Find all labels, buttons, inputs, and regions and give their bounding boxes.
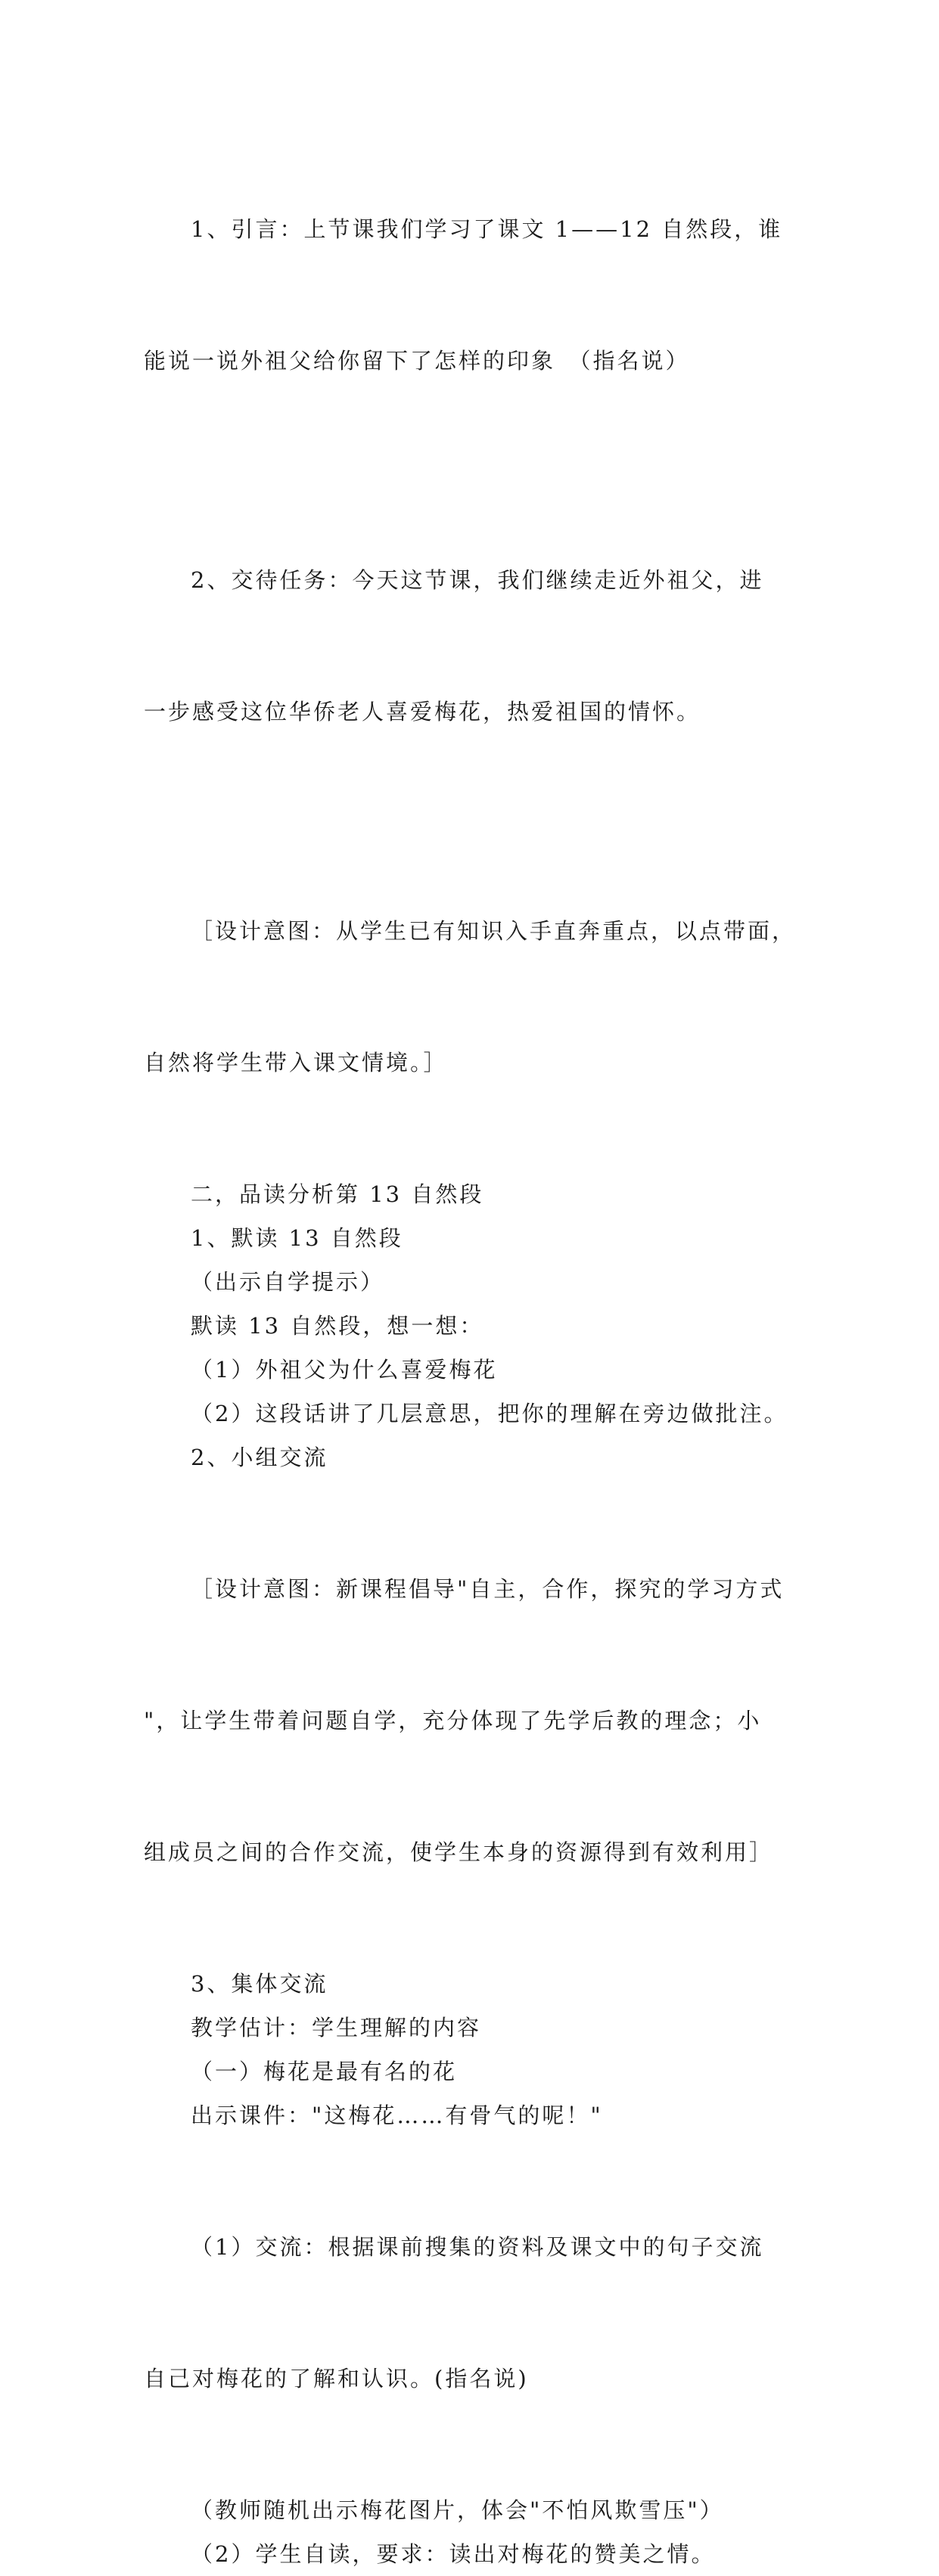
text-line: （出示自学提示） [191, 1269, 385, 1295]
step-heading: 3、集体交流 [191, 1971, 328, 1997]
text-line: 能说一说外祖父给你留下了怎样的印象 （指名说） [144, 348, 690, 374]
paragraph-task [144, 470, 810, 821]
paragraph-design-intent-2 [144, 1479, 810, 1962]
paragraph-intro [144, 119, 810, 470]
text-line: ［设计意图：从学生已有知识入手直奔重点，以点带面， [191, 918, 797, 944]
text-line: 2、交待任务：今天这节课，我们继续走近外祖父，进 [191, 567, 764, 593]
step-heading: 2、小组交流 [191, 1445, 328, 1470]
paragraph-exchange [144, 2137, 810, 2488]
text-line: 出示课件："这梅花……有骨气的呢！" [191, 2103, 603, 2128]
text-line: （1）交流：根据课前搜集的资料及课文中的句子交流 [191, 2234, 764, 2260]
text-line: （2）学生自读，要求：读出对梅花的赞美之情。 [191, 2541, 716, 2567]
section-heading: 二，品读分析第 13 自然段 [191, 1181, 484, 1207]
step-heading: 1、默读 13 自然段 [191, 1225, 403, 1251]
text-line: 默读 13 自然段，想一想： [191, 1313, 484, 1339]
text-line: ［设计意图：新课程倡导"自主，合作，探究的学习方式 [191, 1576, 785, 1602]
text-line: 一步感受这位华侨老人喜爱梅花，热爱祖国的情怀。 [144, 699, 701, 725]
paragraph-design-intent-1 [144, 821, 810, 1172]
question-item: （2）这段话讲了几层意思，把你的理解在旁边做批注。 [191, 1401, 788, 1426]
question-item: （1）外祖父为什么喜爱梅花 [191, 1357, 498, 1383]
text-line: 自然将学生带入课文情境。］ [144, 1050, 448, 1075]
text-line: 自己对梅花的了解和认识。(指名说) [144, 2366, 529, 2391]
subsection-heading: （一）梅花是最有名的花 [191, 2059, 458, 2084]
text-line: 教学估计：学生理解的内容 [191, 2015, 482, 2041]
text-line: （教师随机出示梅花图片，体会"不怕风欺雪压"） [191, 2497, 724, 2523]
text-line: 1、引言：上节课我们学习了课文 1——12 自然段，谁 [191, 216, 783, 242]
text-line: "，让学生带着问题自学，充分体现了先学后教的理念；小 [144, 1708, 762, 1733]
text-line: 组成员之间的合作交流，使学生本身的资源得到有效利用］ [144, 1839, 774, 1865]
document-body [144, 119, 810, 2576]
